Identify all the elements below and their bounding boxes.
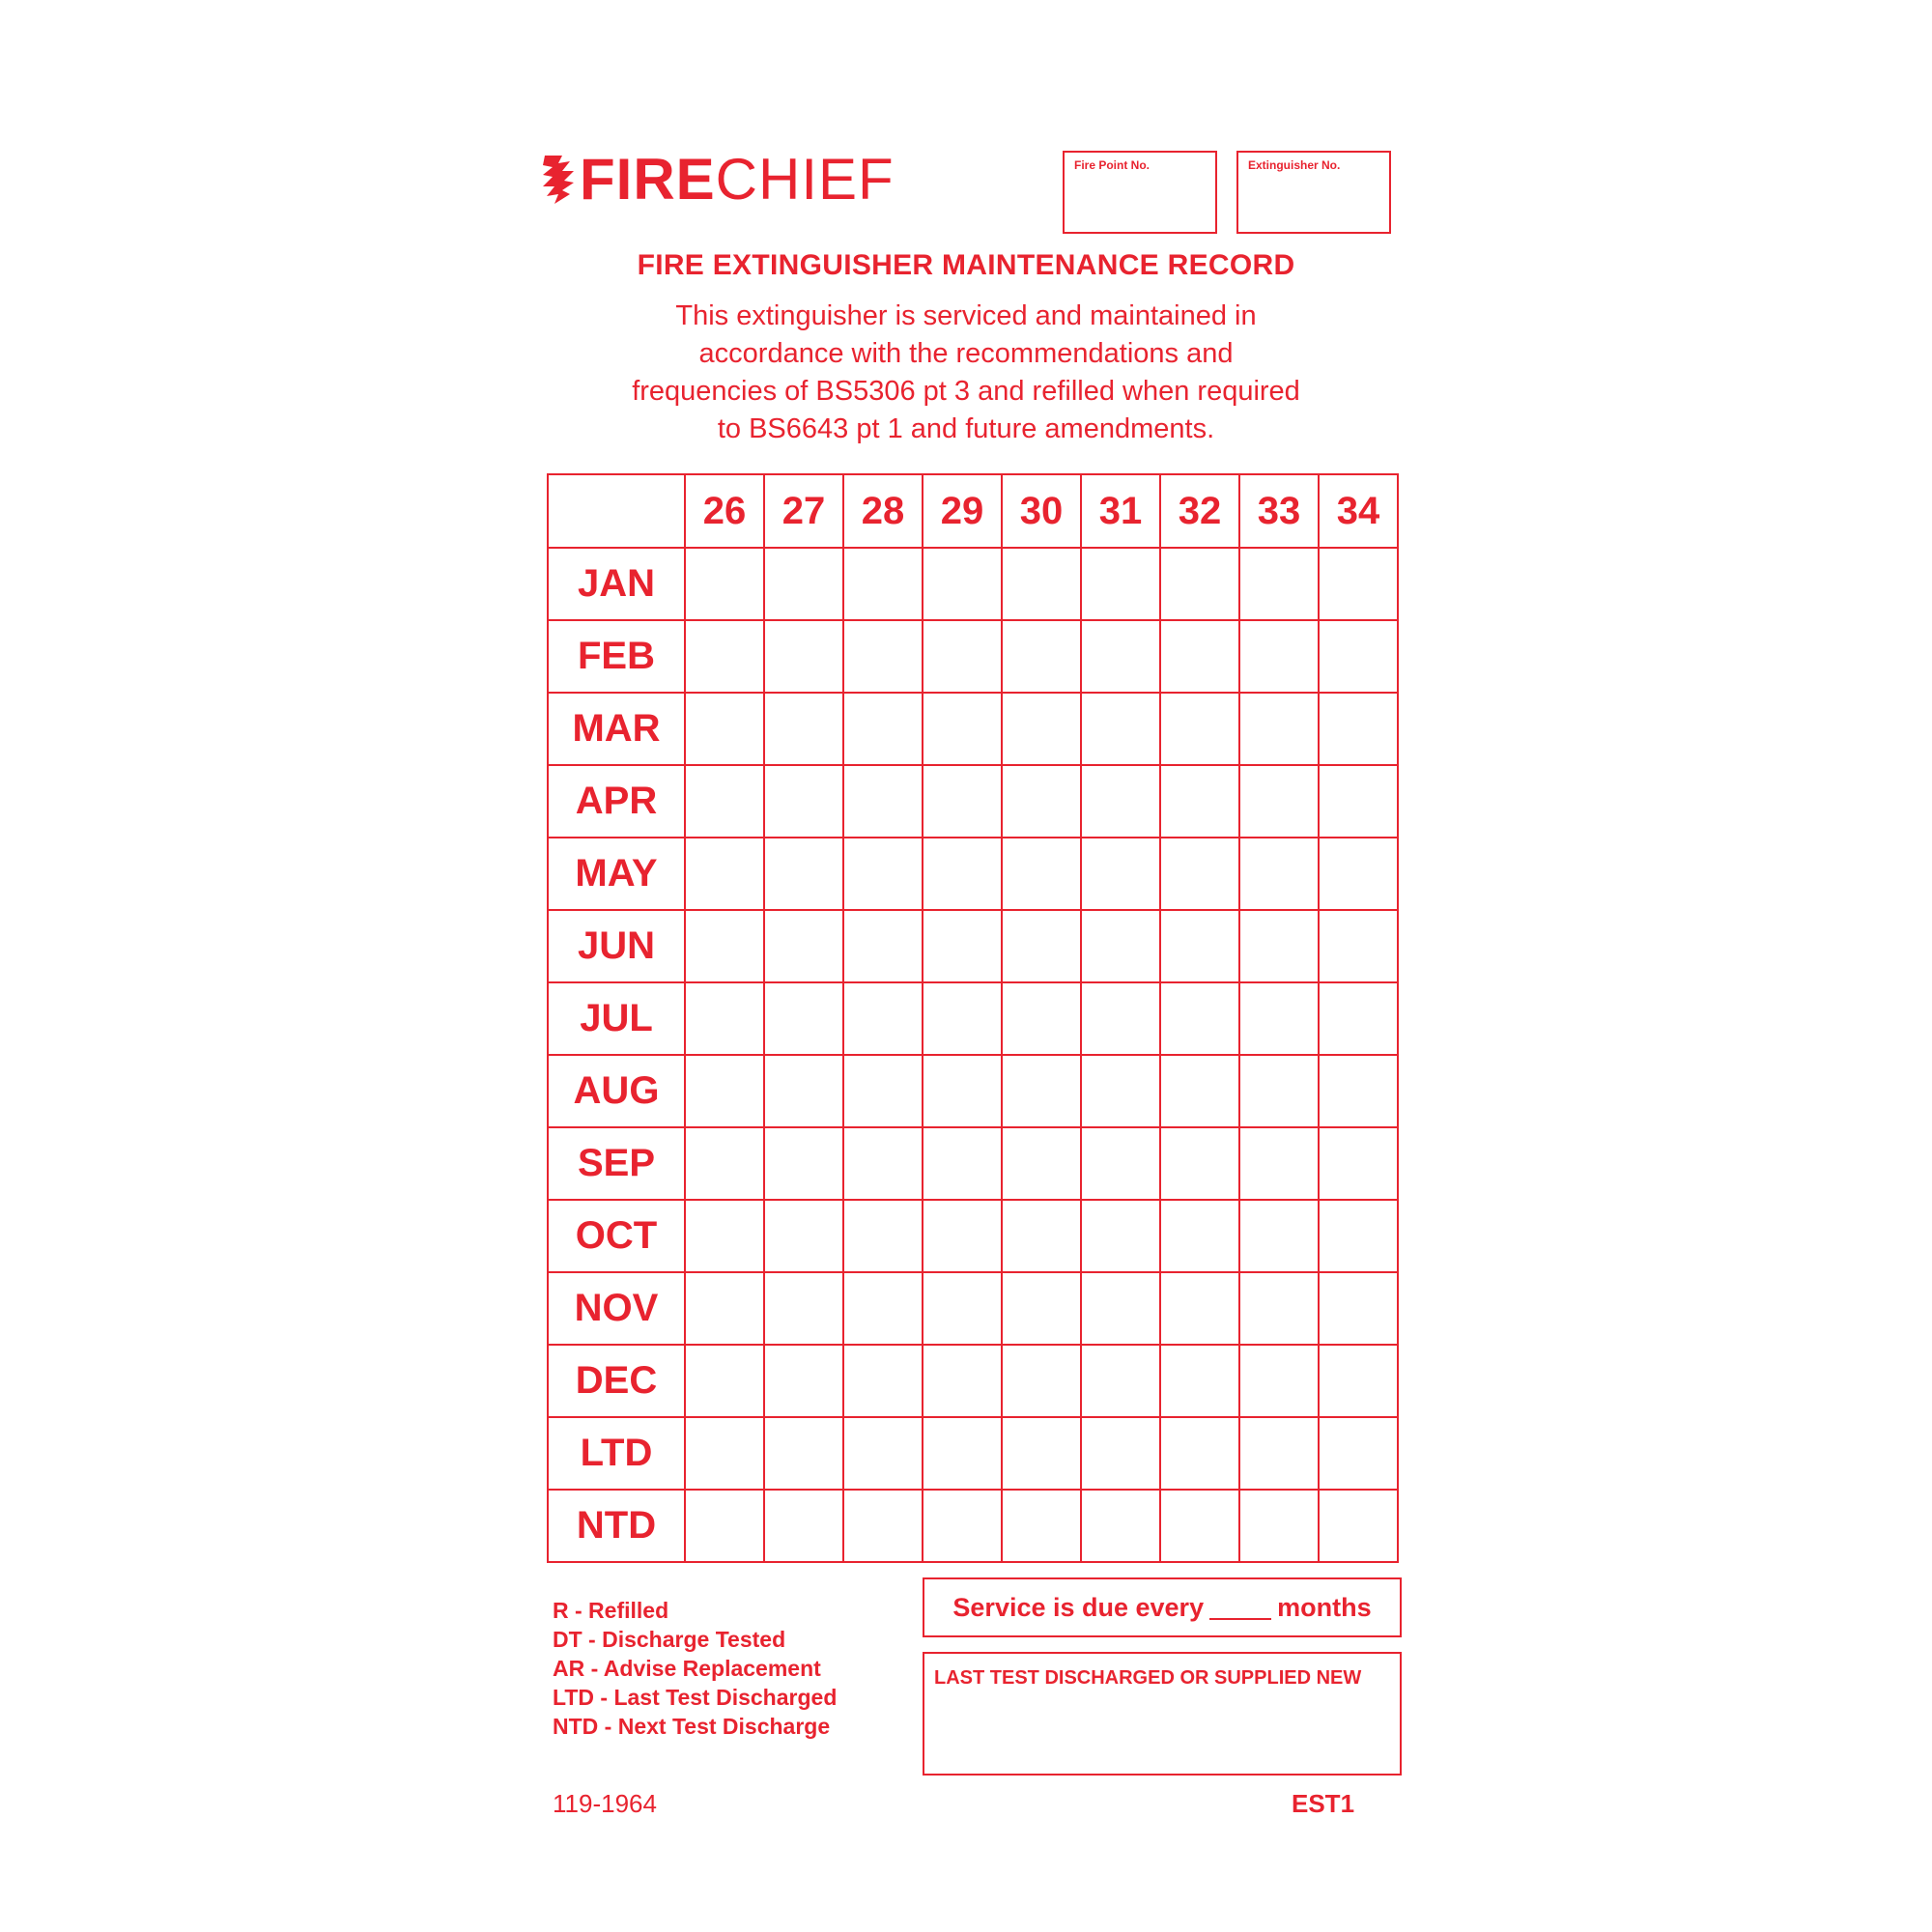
record-cell[interactable] — [923, 1200, 1002, 1272]
record-cell[interactable] — [1081, 838, 1160, 910]
product-code: 119-1964 — [553, 1789, 657, 1818]
record-cell[interactable] — [1081, 982, 1160, 1055]
record-cell[interactable] — [685, 548, 764, 620]
row-label: AUG — [548, 1055, 685, 1127]
record-cell[interactable] — [923, 910, 1002, 982]
record-cell[interactable] — [1002, 765, 1081, 838]
form-code: EST1 — [1292, 1789, 1355, 1818]
record-cell[interactable] — [1239, 1200, 1319, 1272]
firechief-logo — [541, 145, 895, 213]
record-cell[interactable] — [1239, 765, 1319, 838]
year-header: 26 — [685, 474, 764, 548]
record-cell[interactable] — [1239, 1490, 1319, 1562]
record-cell[interactable] — [1239, 693, 1319, 765]
record-cell[interactable] — [1160, 765, 1239, 838]
record-cell[interactable] — [1319, 1417, 1398, 1490]
year-header: 27 — [764, 474, 843, 548]
record-cell[interactable] — [843, 1055, 923, 1127]
logo-chief-text: CHIEF — [715, 146, 895, 212]
record-cell[interactable] — [764, 838, 843, 910]
record-cell[interactable] — [685, 1417, 764, 1490]
row-label: MAR — [548, 693, 685, 765]
row-label: JUN — [548, 910, 685, 982]
legend — [553, 1596, 837, 1741]
record-cell[interactable] — [1002, 1127, 1081, 1200]
record-cell[interactable] — [923, 693, 1002, 765]
record-cell[interactable] — [685, 1055, 764, 1127]
grid-row — [548, 1345, 1398, 1417]
record-cell[interactable] — [1319, 693, 1398, 765]
record-cell[interactable] — [1319, 1490, 1398, 1562]
row-label: LTD — [548, 1417, 685, 1490]
legend-item: R - Refilled — [553, 1598, 669, 1623]
extinguisher-label: Extinguisher No. — [1248, 158, 1341, 172]
record-cell[interactable] — [1239, 620, 1319, 693]
row-label: NTD — [548, 1490, 685, 1562]
record-cell[interactable] — [923, 1055, 1002, 1127]
record-cell[interactable] — [1002, 910, 1081, 982]
record-cell[interactable] — [1081, 765, 1160, 838]
grid-row — [548, 620, 1398, 693]
record-cell[interactable] — [923, 982, 1002, 1055]
record-cell[interactable] — [1160, 548, 1239, 620]
year-header: 32 — [1160, 474, 1239, 548]
record-cell[interactable] — [843, 838, 923, 910]
record-cell[interactable] — [764, 1272, 843, 1345]
record-cell[interactable] — [843, 1272, 923, 1345]
record-cell[interactable] — [1239, 1272, 1319, 1345]
grid-row — [548, 1490, 1398, 1562]
record-cell[interactable] — [1081, 1490, 1160, 1562]
row-label: NOV — [548, 1272, 685, 1345]
service-months-field[interactable] — [1209, 1595, 1271, 1620]
record-cell[interactable] — [1081, 620, 1160, 693]
record-cell[interactable] — [843, 1490, 923, 1562]
record-cell[interactable] — [843, 548, 923, 620]
record-cell[interactable] — [1160, 1127, 1239, 1200]
record-cell[interactable] — [843, 982, 923, 1055]
legend-item: DT - Discharge Tested — [553, 1627, 786, 1652]
record-cell[interactable] — [923, 1417, 1002, 1490]
record-cell[interactable] — [1002, 838, 1081, 910]
record-cell[interactable] — [923, 1345, 1002, 1417]
record-cell[interactable] — [1002, 1200, 1081, 1272]
record-cell[interactable] — [1002, 693, 1081, 765]
record-cell[interactable] — [685, 982, 764, 1055]
record-cell[interactable] — [1081, 1272, 1160, 1345]
record-cell[interactable] — [685, 1345, 764, 1417]
record-cell[interactable] — [764, 1127, 843, 1200]
grid-row — [548, 910, 1398, 982]
record-cell[interactable] — [923, 765, 1002, 838]
year-header: 29 — [923, 474, 1002, 548]
record-cell[interactable] — [1160, 1345, 1239, 1417]
row-label: FEB — [548, 620, 685, 693]
service-suffix: months — [1277, 1592, 1372, 1622]
intro-line: This extinguisher is serviced and maintained in — [675, 300, 1257, 331]
legend-item: LTD - Last Test Discharged — [553, 1685, 838, 1710]
record-cell[interactable] — [1239, 1055, 1319, 1127]
record-cell[interactable] — [1239, 838, 1319, 910]
corner-cell — [548, 474, 685, 548]
record-cell[interactable] — [1160, 1272, 1239, 1345]
record-cell[interactable] — [843, 620, 923, 693]
record-cell[interactable] — [685, 620, 764, 693]
record-cell[interactable] — [1160, 1200, 1239, 1272]
service-prefix: Service is due every — [952, 1592, 1205, 1622]
record-cell[interactable] — [1160, 620, 1239, 693]
record-cell[interactable] — [923, 548, 1002, 620]
record-cell[interactable] — [843, 1345, 923, 1417]
record-cell[interactable] — [923, 1272, 1002, 1345]
record-cell[interactable] — [1002, 1417, 1081, 1490]
record-cell[interactable] — [1081, 548, 1160, 620]
record-cell[interactable] — [1081, 1127, 1160, 1200]
record-cell[interactable] — [1081, 693, 1160, 765]
record-cell[interactable] — [843, 1417, 923, 1490]
record-cell[interactable] — [923, 1490, 1002, 1562]
record-cell[interactable] — [1319, 1055, 1398, 1127]
flame-icon — [541, 152, 576, 206]
record-cell[interactable] — [1002, 982, 1081, 1055]
record-cell[interactable] — [843, 1200, 923, 1272]
record-cell[interactable] — [1319, 910, 1398, 982]
maintenance-grid — [547, 473, 1399, 1563]
record-cell[interactable] — [843, 1127, 923, 1200]
record-cell[interactable] — [843, 765, 923, 838]
record-cell[interactable] — [1239, 910, 1319, 982]
record-cell[interactable] — [1239, 1127, 1319, 1200]
record-cell[interactable] — [1319, 548, 1398, 620]
record-cell[interactable] — [1081, 910, 1160, 982]
logo-fire-text: FIRE — [580, 146, 716, 212]
intro-line: accordance with the recommendations and — [698, 338, 1234, 369]
intro-paragraph — [570, 298, 1362, 448]
record-cell[interactable] — [1319, 765, 1398, 838]
record-cell[interactable] — [685, 1272, 764, 1345]
record-cell[interactable] — [1002, 620, 1081, 693]
record-cell[interactable] — [1239, 982, 1319, 1055]
record-cell[interactable] — [764, 620, 843, 693]
row-label: OCT — [548, 1200, 685, 1272]
record-cell[interactable] — [1319, 1272, 1398, 1345]
last-test-box[interactable] — [923, 1652, 1402, 1776]
record-cell[interactable] — [1319, 982, 1398, 1055]
grid-row — [548, 982, 1398, 1055]
year-header: 34 — [1319, 474, 1398, 548]
record-cell[interactable] — [685, 765, 764, 838]
legend-item: NTD - Next Test Discharge — [553, 1714, 831, 1739]
record-cell[interactable] — [1160, 1417, 1239, 1490]
grid-row — [548, 1200, 1398, 1272]
grid-row — [548, 693, 1398, 765]
maintenance-record-card — [541, 135, 1410, 1835]
record-cell[interactable] — [1160, 693, 1239, 765]
record-cell[interactable] — [1160, 1055, 1239, 1127]
record-cell[interactable] — [1239, 1417, 1319, 1490]
fire-point-label: Fire Point No. — [1074, 158, 1150, 172]
grid-row — [548, 548, 1398, 620]
record-cell[interactable] — [764, 1345, 843, 1417]
row-label: JUL — [548, 982, 685, 1055]
intro-line: to BS6643 pt 1 and future amendments. — [717, 413, 1215, 444]
record-cell[interactable] — [1319, 1345, 1398, 1417]
record-cell[interactable] — [1160, 838, 1239, 910]
record-cell[interactable] — [923, 838, 1002, 910]
record-cell[interactable] — [1160, 910, 1239, 982]
year-header: 30 — [1002, 474, 1081, 548]
fire-point-number-box[interactable] — [1063, 151, 1217, 234]
row-label: DEC — [548, 1345, 685, 1417]
record-cell[interactable] — [1239, 548, 1319, 620]
record-cell[interactable] — [1002, 548, 1081, 620]
record-cell[interactable] — [764, 1490, 843, 1562]
record-cell[interactable] — [1002, 1272, 1081, 1345]
record-cell[interactable] — [764, 1055, 843, 1127]
grid-row — [548, 1127, 1398, 1200]
record-title: FIRE EXTINGUISHER MAINTENANCE RECORD — [637, 249, 1295, 281]
record-cell[interactable] — [1002, 1490, 1081, 1562]
grid-row — [548, 765, 1398, 838]
last-test-label: LAST TEST DISCHARGED OR SUPPLIED NEW — [934, 1667, 1362, 1689]
record-cell[interactable] — [764, 765, 843, 838]
record-cell[interactable] — [1319, 1127, 1398, 1200]
grid-row — [548, 1055, 1398, 1127]
record-cell[interactable] — [764, 1417, 843, 1490]
record-cell[interactable] — [685, 1490, 764, 1562]
extinguisher-number-box[interactable] — [1236, 151, 1391, 234]
record-cell[interactable] — [764, 1200, 843, 1272]
row-label: APR — [548, 765, 685, 838]
record-cell[interactable] — [1239, 1345, 1319, 1417]
record-cell[interactable] — [1319, 620, 1398, 693]
grid-row — [548, 1272, 1398, 1345]
grid-row — [548, 838, 1398, 910]
record-cell[interactable] — [1160, 1490, 1239, 1562]
record-cell[interactable] — [923, 1127, 1002, 1200]
record-cell[interactable] — [923, 620, 1002, 693]
record-cell[interactable] — [1081, 1055, 1160, 1127]
record-cell[interactable] — [843, 693, 923, 765]
year-header: 31 — [1081, 474, 1160, 548]
record-cell[interactable] — [764, 693, 843, 765]
record-cell[interactable] — [1160, 982, 1239, 1055]
grid-row — [548, 1417, 1398, 1490]
record-cell[interactable] — [764, 982, 843, 1055]
record-cell[interactable] — [843, 910, 923, 982]
row-label: JAN — [548, 548, 685, 620]
record-cell[interactable] — [1002, 1055, 1081, 1127]
record-cell[interactable] — [685, 838, 764, 910]
year-header: 28 — [843, 474, 923, 548]
record-cell[interactable] — [1081, 1345, 1160, 1417]
record-cell[interactable] — [685, 1127, 764, 1200]
record-cell[interactable] — [685, 910, 764, 982]
record-cell[interactable] — [1081, 1417, 1160, 1490]
legend-item: AR - Advise Replacement — [553, 1656, 821, 1681]
row-label: MAY — [548, 838, 685, 910]
service-interval-box — [923, 1577, 1402, 1637]
record-cell[interactable] — [1319, 1200, 1398, 1272]
year-header: 33 — [1239, 474, 1319, 548]
record-cell[interactable] — [764, 548, 843, 620]
record-cell[interactable] — [1319, 838, 1398, 910]
record-cell[interactable] — [1081, 1200, 1160, 1272]
row-label: SEP — [548, 1127, 685, 1200]
record-cell[interactable] — [1002, 1345, 1081, 1417]
record-cell[interactable] — [685, 1200, 764, 1272]
intro-line: frequencies of BS5306 pt 3 and refilled when required — [632, 376, 1300, 407]
year-header-row — [548, 474, 1398, 548]
record-cell[interactable] — [764, 910, 843, 982]
record-cell[interactable] — [685, 693, 764, 765]
